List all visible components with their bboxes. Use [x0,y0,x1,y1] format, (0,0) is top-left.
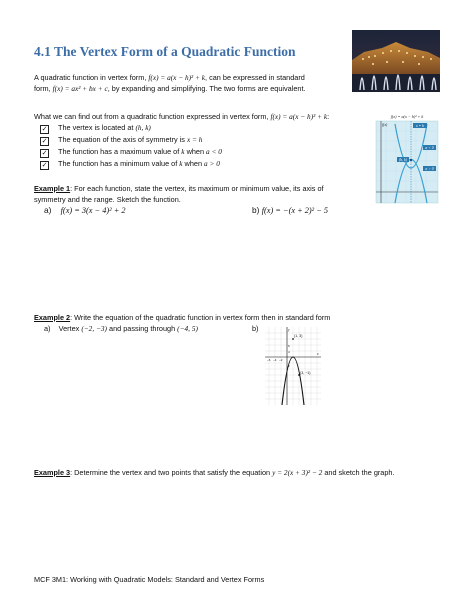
example-1-part-a: a) f(x) = 3(x − 4)² + 2 [44,205,126,215]
vertex-label: (h, k) [398,158,408,162]
a-positive-label: a > 0 [425,167,434,171]
axis-of-symmetry-label: x = h [415,124,425,128]
example-2: Example 2: Write the equation of the quadratic function in vertex form then in standard form [34,313,331,322]
vertex-point [410,159,412,161]
graph1-equation: f(x) = a(x − h)² + k [390,114,424,119]
fountain-photo [352,30,440,92]
property-item: ✓ The equation of the axis of symmetry is x = h [41,135,203,145]
example-3-label: Example 3 [34,468,71,477]
example-2-part-a: a) Vertex (−2, −3) and passing through (−4, 5) [44,324,198,333]
graph2-tick: 2 [288,364,290,368]
graph1-fx-label: f(x) [382,123,388,127]
findout-section [34,111,329,170]
example-2-part-b-label: b) [252,324,259,333]
graph2-tick: −6 [267,358,271,362]
graph2-x-label: x [317,352,319,356]
property-item: ✓ The function has a maximum value of k when a < 0 [41,147,222,157]
page-title: 4.1 The Vertex Form of a Quadratic Function [34,44,296,59]
graph2-tick: 4 [288,350,290,354]
example-1-label: Example 1 [34,184,71,193]
intro-line-2: form, f(x) = ax² + bx + c, by expanding and simplifying. The two forms are equivalent. [34,84,306,93]
page-footer: MCF 3M1: Working with Quadratic Models: Standard and Vertex Forms [34,575,265,584]
property-item: ✓ The vertex is located at (h, k) [41,123,151,133]
example-1-line-1: Example 1: For each function, state the vertex, its maximum or minimum value, its axis of [34,184,324,193]
checkbox-icon: ✓ [41,150,48,157]
vertex-point [292,338,294,340]
graph2-y-label: y [288,328,290,332]
graph2-tick: −4 [273,358,277,362]
graph2-tick: −2 [279,358,283,362]
property-item: ✓ The function has a minimum value of k when a > 0 [41,159,220,169]
graph2-vertex-label: (1, 3) [294,334,303,338]
example-1-part-b: b) f(x) = −(x + 2)² − 5 [252,205,329,215]
checkbox-icon: ✓ [41,162,48,169]
example-1 [34,183,324,205]
intro-line-1: A quadratic function in vertex form, f(x) = a(x − h)² + k, can be expressed in standard [34,73,305,82]
vertex-form-graph [373,112,441,204]
checkbox-icon: ✓ [41,126,48,133]
findout-lead: What we can find out from a quadratic function expressed in vertex form, f(x) = a(x − h)² + k: [34,112,330,121]
a-negative-label: a < 0 [425,146,434,150]
example-2-graph [265,327,321,405]
example-2-label: Example 2 [34,313,71,322]
example-3: Example 3: Determine the vertex and two points that satisfy the equation y = 2(x + 3)² − 2 and sketch the graph. [34,468,395,477]
example-1-line-2: symmetry and the range. Sketch the function. [34,195,181,204]
checkbox-icon: ✓ [41,138,48,145]
graph2-tick: 6 [288,344,290,348]
graph2-point-label: (3, −1) [300,371,311,375]
intro-paragraph [34,72,306,94]
